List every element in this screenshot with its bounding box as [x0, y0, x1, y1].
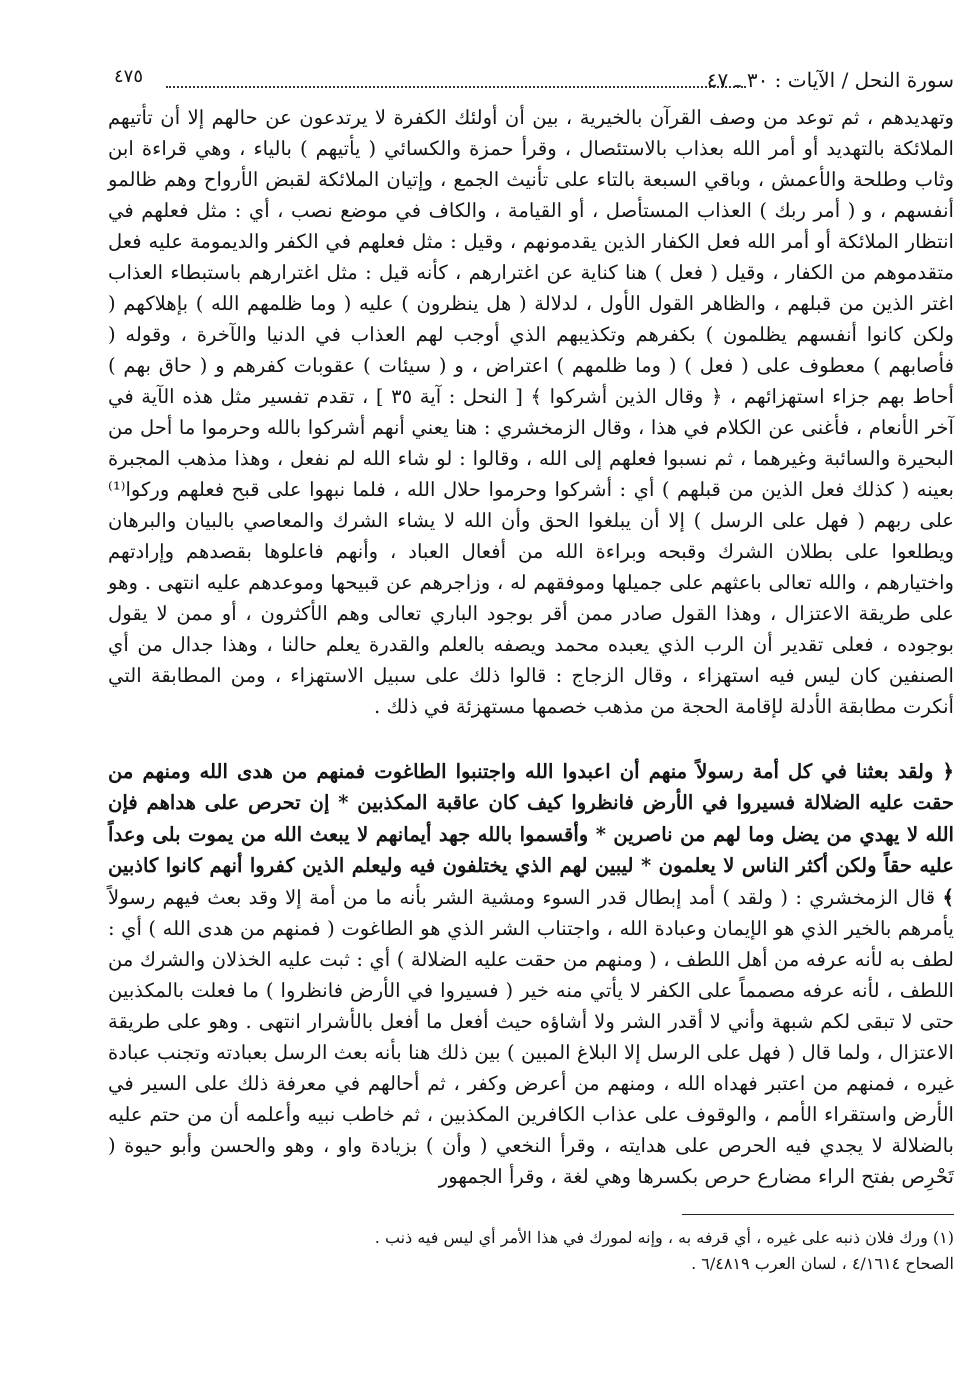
page-number: ٤٧٥ [114, 66, 144, 87]
commentary-block-1 [108, 102, 954, 722]
footnote-1-references: الصحاح ٤/١٦١٤ ، لسان العرب ٦/٤٨١٩ . [691, 1254, 954, 1274]
header-dotted-leader [166, 86, 746, 88]
section-gap [108, 722, 954, 756]
quran-verse: ﴿ ولقد بعثنا في كل أمة رسولاً منهم أن اعبدوا الله واجتنبوا الطاغوت فمنهم من هدى الله ومنهم من حقت عليه الضلالة فسيروا في الأرض فانظروا كيف كان عاقبة المكذبين * إن تحرص على هداهم فإن الله لا يهدي من يضل وما لهم من ناصرين * وأقسموا بالله جهد أيمانهم لا يبعث الله من يموت بلى وعداً عليه حقاً ولكن أكثر الناس لا يعلمون * ليبين لهم الذي يختلفون فيه وليعلم الذين كفروا أنهم كانوا كاذبين ﴾ [108, 760, 954, 909]
page-header [108, 62, 954, 102]
commentary-paragraph-1: وتهديدهم ، ثم توعد من وصف القرآن بالخيرية ، بين أن أولئك الكفرة لا يرتدعون عن حالهم إلا أن تأتيهم الملائكة بالتهديد أو أمر الله بعذاب بالاستئصال ، وقرأ حمزة والكسائي ( يأتيهم ) بالياء ، وهي قراءة ابن وثاب وطلحة والأعمش ، وباقي السبعة بالتاء على تأنيث الجمع ، وإتيان الملائكة لقبض الأرواح وهم ظالمو أنفسهم ، و ( أمر ربك ) العذاب المستأصل ، أو القيامة ، والكاف في موضع نصب ، أي : مثل فعلهم في انتظار الملائكة أو أمر الله فعل الكفار الذين يقدمونهم ، وقيل : مثل فعلهم في الكفر والديمومة عليه فعل متقدموهم من الكفار ، وقيل ( فعل ) هنا كناية عن اغترارهم ، كأنه قيل : مثل اغترارهم باستبطاء العذاب اغتر الذين من قبلهم ، والظاهر القول الأول ، لدلالة ( هل ينظرون ) عليه ( وما ظلمهم الله ) بإهلاكهم ( ولكن كانوا أنفسهم يظلمون ) بكفرهم وتكذيبهم الذي أوجب لهم العذاب في الدنيا والآخرة ، وقوله ( فأصابهم ) معطوف على ( فعل ) ( وما ظلمهم ) اعتراض ، و ( سيئات ) عقوبات كفرهم و ( حاق بهم ) أحاط بهم جزاء استهزائهم ، ﴿ وقال الذين أشركوا ﴾ [ النحل : آية ٣٥ ] ، تقدم تفسير مثل هذه الآية في آخر الأنعام ، فأغنى عن الكلام في هذا ، وقال الزمخشري : هنا يعني أنهم أشركوا بالله وحرموا ما أحل من البحيرة والسائبة وغيرهما ، ثم نسبوا فعلهم إلى الله ، وقالوا : لو شاء الله لم نفعل ، وهذا مذهب المجبرة بعينه ( كذلك فعل الذين من قبلهم ) أي : أشركوا وحرموا حلال الله ، فلما نبهوا على قبح فعلهم وركوا⁽¹⁾ على ربهم ( فهل على الرسل ) إلا أن يبلغوا الحق وأن الله لا يشاء الشرك والمعاصي بالبيان والبرهان ويطلعوا على بطلان الشرك وقبحه وبراءة الله من أفعال العباد ، وأنهم فاعلوها بقصدهم وإرادتهم واختيارهم ، والله تعالى باعثهم على جميلها وموفقهم له ، وزاجرهم عن قبيحها وموعدهم عليه انتهى . وهو على طريقة الاعتزال ، وهذا القول صادر ممن أقر بوجود الباري تعالى وهم الأكثرون ، أو ممن لا يقول بوجوده ، فعلى تقدير أن الرب الذي يعبده محمد ويصفه بالعلم والقدرة يعلم حالنا ، وهذا جدال من أي الصنفين كان ليس فيه استهزاء ، وقال الزجاج : قالوا ذلك على سبيل الاستهزاء ، ومن المطابقة التي أنكرت مطابقة الأدلة لإقامة الحجة من مذهب خصمها مستهزئة في ذلك . [108, 106, 954, 718]
footnote-1: (١) ورك فلان ذنبه على غيره ، أي قرفه به ، وإنه لمورك في هذا الأمر أي ليس فيه ذنب . [374, 1228, 954, 1248]
footnote-separator [682, 1214, 954, 1215]
verse-and-commentary-block [108, 756, 954, 1192]
running-title: سورة النحل / الآيات : ٣٠ ـ ٤٧ [706, 68, 954, 92]
book-page [108, 62, 954, 1277]
commentary-paragraph-2: قال الزمخشري : ( ولقد ) أمد إبطال قدر السوء ومشية الشر بأنه ما من أمة إلا وقد بعث فيهم رسولاً يأمرهم بالخير الذي هو الإيمان وعبادة الله ، واجتناب الشر الذي هو الطاغوت ( فمنهم من هدى الله ) أي : لطف به لأنه عرفه من أهل اللطف ، ( ومنهم من حقت عليه الضلالة ) أي : ثبت عليه الخذلان والشرك من اللطف ، لأنه عرفه مصمماً على الكفر لا يأتي منه خير ( فسيروا في الأرض فانظروا ) ما فعلت بالمكذبين حتى لا تبقى لكم شبهة وأني لا أقدر الشر ولا أشاؤه حيث أفعل ما أفعل بالأشرار انتهى . وهو على طريقة الاعتزال ، ولما قال ( فهل على الرسل إلا البلاغ المبين ) بين ذلك هنا بأنه بعث الرسل بعبادته وتجنب عبادة غيره ، فمنهم من اعتبر فهداه الله ، ومنهم من أعرض وكفر ، ثم أحالهم في معرفة ذلك على السير في الأرض واستقراء الأمم ، والوقوف على عذاب الكافرين المكذبين ، ثم خاطب نبيه وأعلمه أن من حتم عليه بالضلالة لا يجدي فيه الحرص على هدايته ، وقرأ النخعي ( وأن ) بزيادة واو ، وهو والحسن وأبو حيوة ( تَحْرِص بفتح الراء مضارع حرص بكسرها وهي لغة ، وقرأ الجمهور [108, 885, 954, 1189]
